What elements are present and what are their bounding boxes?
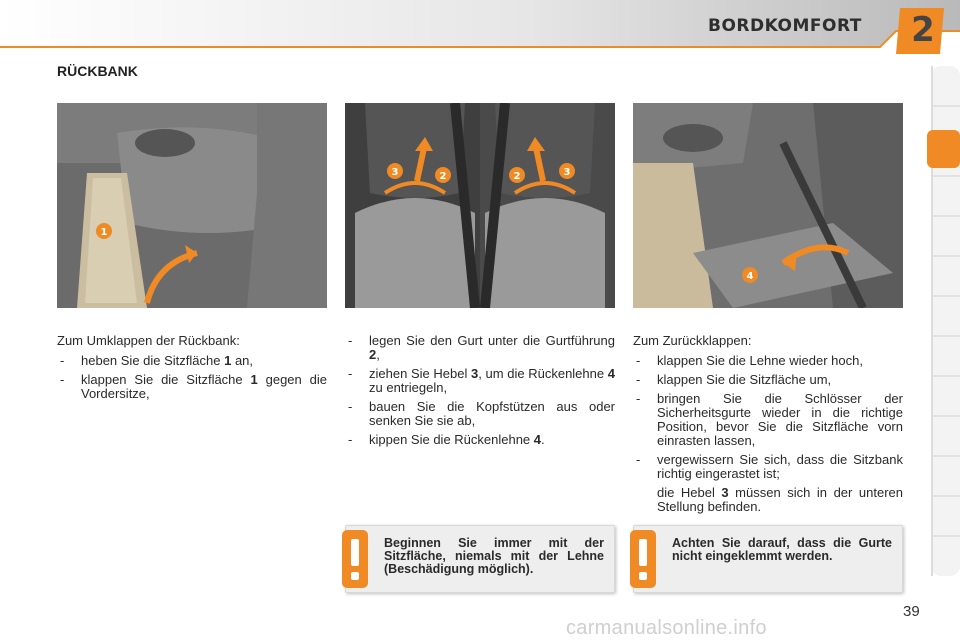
svg-text:2: 2 [513,171,521,182]
list-item: - heben Sie die Sitzfläche 1 an, [60,353,254,368]
section-title: RÜCKBANK [57,63,138,79]
intro-fold-down: Zum Umklappen der Rückbank: [57,333,240,348]
list-item: - bringen Sie die Schlösser der Sicherheitsgurte wieder in die richtige Position, bevor Sie die Sitzfläche vorn einrasten lassen, [636,391,903,448]
active-chapter-tab[interactable] [927,130,960,168]
list-item: - ziehen Sie Hebel 3, um die Rückenlehne 4 zu entriegeln, [348,366,615,395]
chapter-tabs [927,66,960,576]
list-item: - kippen Sie die Rückenlehne 4. [348,432,545,447]
watermark: carmanualsonline.info [566,617,767,639]
list-item: - bauen Sie die Kopfstützen aus oder senken Sie sie ab, [348,399,615,428]
svg-text:2: 2 [439,171,447,182]
warning-box-seat-order [345,525,615,593]
list-item: - vergewissern Sie sich, dass die Sitzbank richtig eingerastet ist; [636,452,903,481]
chapter-number: 2 [911,10,935,50]
svg-text:1: 1 [100,227,108,238]
page-number: 39 [903,603,920,620]
instructions-fold-back [633,334,903,514]
instructions-fold-down [57,334,327,406]
svg-text:3: 3 [391,167,399,178]
instructions-fold-down-continued [345,334,615,452]
warning-box-belts [633,525,903,593]
list-item: - klappen Sie die Sitzfläche 1 gegen die Vordersitze, [60,372,327,401]
intro-fold-back: Zum Zurückklappen: [633,333,752,348]
list-item: - legen Sie den Gurt unter die Gurtführung 2, [348,333,615,362]
list-item: - klappen Sie die Lehne wieder hoch, [636,353,863,368]
list-item: - klappen Sie die Sitzfläche um, [636,372,832,387]
photo-fold-seat-cushion [57,103,327,308]
svg-text:4: 4 [746,271,754,282]
warning-text: Achten Sie darauf, dass die Gurte nicht eingeklemmt werden. [672,536,892,563]
photo-headrest-levers [345,103,615,308]
lever-note: die Hebel 3 müssen sich in der unteren Stellung befinden. [657,485,903,514]
warning-icon [342,530,368,588]
warning-icon [630,530,656,588]
photo-fold-backrest [633,103,903,308]
warning-text: Beginnen Sie immer mit der Sitzfläche, niemals mit der Lehne (Beschädigung möglich). [384,536,604,576]
chapter-title: BORDKOMFORT [708,16,862,36]
svg-text:3: 3 [563,167,571,178]
